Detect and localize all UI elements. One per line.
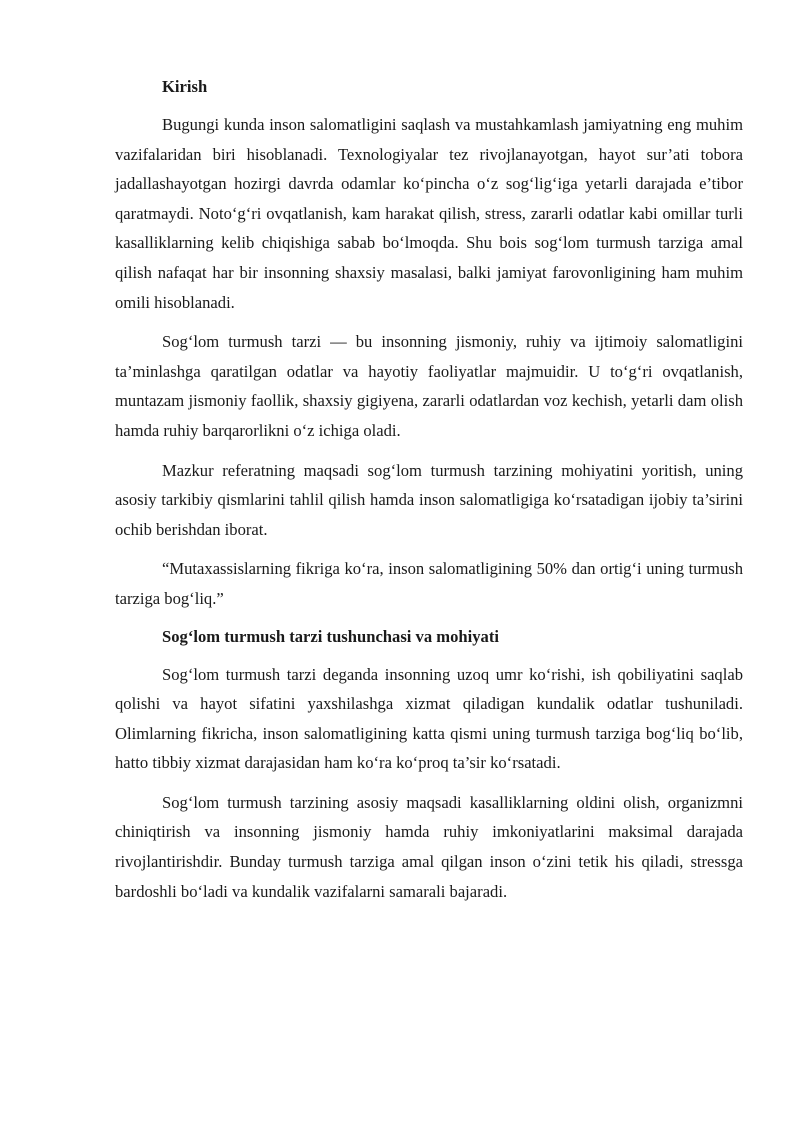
paragraph-1: Bugungi kunda inson salomatligini saqlash va mustahkamlash jamiyatning eng muhim vazifalaridan biri hisoblanadi. Texnologiyalar tez rivojlanayotgan, hayot sur’ati tobora jadallashayotgan hozirgi davrda odamlar ko‘pincha o‘z sog‘lig‘iga yetarli darajada e’tibor qaratmaydi. Noto‘g‘ri ovqatlanish, kam harakat qilish, stress, zararli odatlar kabi omillar turli kasalliklarning kelib chiqishiga sabab bo‘lmoqda. Shu bois sog‘lom turmush tarziga amal qilish nafaqat har bir insonning shaxsiy masalasi, balki jamiyat farovonligining ham muhim omili hisoblanadi. — [115, 115, 743, 312]
paragraph-5: Sog‘lom turmush tarzining asosiy maqsadi kasalliklarning oldini olish, organizmni chiniqtirish va insonning jismoniy hamda ruhiy imkoniyatlarini maksimal darajada rivojlantirishdir. Bunday turmush tarziga amal qilgan inson o‘zini tetik his qiladi, stressga bardoshli bo‘ladi va kundalik vazifalarni samarali bajaradi. — [115, 792, 743, 901]
document-body — [115, 72, 743, 916]
quote-paragraph: “Mutaxassislarning fikriga ko‘ra, inson salomatligining 50% dan ortig‘i uning turmush tarziga bog‘liq.” — [115, 559, 743, 608]
paragraph-2: Sog‘lom turmush tarzi — bu insonning jismoniy, ruhiy va ijtimoiy salomatligini ta’minlashga qaratilgan odatlar va hayotiy faoliyatlar majmuidir. U to‘g‘ri ovqatlanish, muntazam jismoniy faollik, shaxsiy gigiyena, zararli odatlardan voz kechish, yetarli dam olish hamda ruhiy barqarorlikni o‘z ichiga oladi. — [115, 332, 743, 440]
heading-intro: Kirish — [162, 77, 208, 96]
paragraph-3: Mazkur referatning maqsadi sog‘lom turmush tarzining mohiyatini yoritish, uning asosiy tarkibiy qismlarini tahlil qilish hamda inson salomatligiga ko‘rsatadigan ijobiy ta’sirini ochib berishdan iborat. — [115, 460, 743, 539]
paragraph-4: Sog‘lom turmush tarzi deganda insonning uzoq umr ko‘rishi, ish qobiliyatini saqlab qolishi va hayot sifatini yaxshilashga xizmat qiladigan kundalik odatlar tushuniladi. Olimlarning fikricha, inson salomatligining katta qismi uning turmush tarziga bog‘liq bo‘lib, hatto tibbiy xizmat darajasidan ham ko‘ra ko‘proq ta’sir ko‘rsatadi. — [115, 664, 743, 773]
heading-section: Sog‘lom turmush tarzi tushunchasi va mohiyati — [162, 626, 499, 646]
